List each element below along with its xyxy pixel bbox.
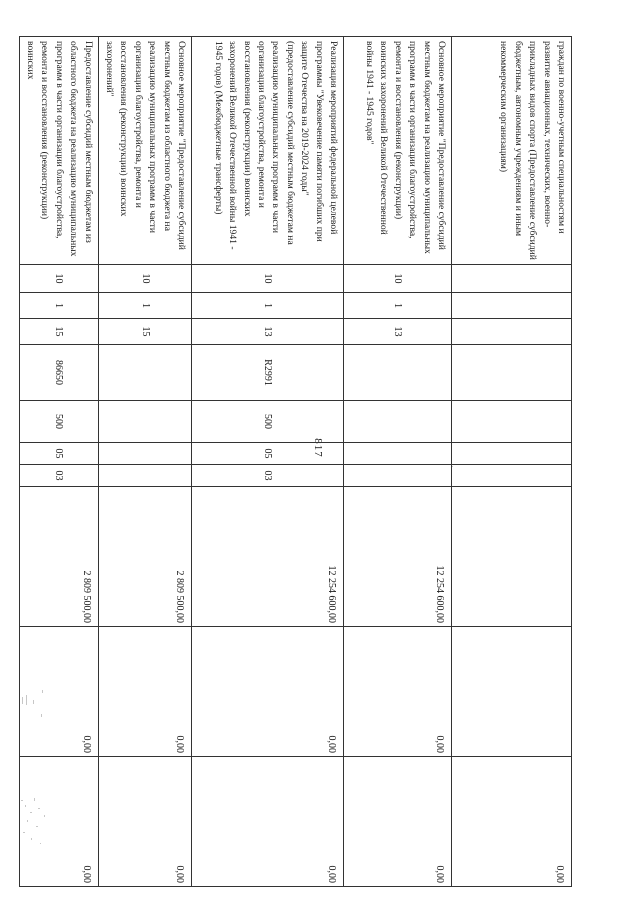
expense-type-code: 500 <box>192 401 344 443</box>
subsection-code <box>344 465 452 487</box>
amount-year-3: 0,00 <box>192 757 344 887</box>
table-row <box>98 37 191 887</box>
page-number: 817 <box>311 438 324 458</box>
amount-year-2: 0,00 <box>192 627 344 757</box>
expense-type-code: 500 <box>19 401 98 443</box>
subprogram-code: 1 <box>19 293 98 319</box>
program-code <box>452 265 572 293</box>
amount-year-1: 2 809 500,00 <box>98 487 191 627</box>
direction-code: R2991 <box>192 345 344 401</box>
amount-year-1: 12 254 600,00 <box>344 487 452 627</box>
program-code: 10 <box>98 265 191 293</box>
event-code <box>452 319 572 345</box>
budget-table-area <box>25 36 572 886</box>
program-code: 10 <box>192 265 344 293</box>
amount-year-3: 0,00 <box>19 757 98 887</box>
amount-year-1 <box>452 487 572 627</box>
section-code <box>452 443 572 465</box>
program-code: 10 <box>19 265 98 293</box>
event-code: 15 <box>98 319 191 345</box>
subsection-code: 03 <box>192 465 344 487</box>
subprogram-code: 1 <box>344 293 452 319</box>
table-row <box>192 37 344 887</box>
section-code <box>98 443 191 465</box>
subprogram-code: 1 <box>98 293 191 319</box>
subprogram-code <box>452 293 572 319</box>
amount-year-3: 0,00 <box>344 757 452 887</box>
section-code: 05 <box>192 443 344 465</box>
amount-year-3: 0,00 <box>98 757 191 887</box>
direction-code <box>452 345 572 401</box>
program-code: 10 <box>344 265 452 293</box>
expense-type-code <box>344 401 452 443</box>
event-code: 15 <box>19 319 98 345</box>
subprogram-code: 1 <box>192 293 344 319</box>
section-code: 05 <box>19 443 98 465</box>
event-code: 13 <box>192 319 344 345</box>
amount-year-1: 12 254 600,00 <box>192 487 344 627</box>
expense-type-code <box>98 401 191 443</box>
subsection-code: 03 <box>19 465 98 487</box>
direction-code <box>344 345 452 401</box>
subsection-code <box>98 465 191 487</box>
direction-code <box>98 345 191 401</box>
row-name: Основное мероприятие "Предоставление субсидий местным бюджетам на реализацию муниципальных программ в части организации благоустройства, ремонта и восстановления (реконструкции) воинских захоронений Великой Отечественной войны 1941 - 1945 годов" <box>344 37 452 265</box>
row-name: Основное мероприятие "Предоставление субсидий местным бюджетам из областного бюджета на реализацию муниципальных программ в части организации благоустройства, ремонта и восстановления (реконструкции) воинских захоронений" <box>98 37 191 265</box>
subsection-code <box>452 465 572 487</box>
row-name: граждан по военно-учетным специальностям и развитие авиационных, технических, военно-прикладных видов спорта (Предоставление субсидий бюджетным, автономным учреждениям и иным некоммерческим организациям) <box>452 37 572 265</box>
row-name: Предоставление субсидий местным бюджетам из областного бюджета на реализацию муниципальных программ в части организации благоустройства, ремонта и восстановления (реконструкции) воинских <box>19 37 98 265</box>
budget-table <box>19 36 572 887</box>
expense-type-code <box>452 401 572 443</box>
amount-year-2: 0,00 <box>98 627 191 757</box>
event-code: 13 <box>344 319 452 345</box>
direction-code: 86650 <box>19 345 98 401</box>
amount-year-2: 0,00 <box>19 627 98 757</box>
amount-year-2: 0,00 <box>344 627 452 757</box>
table-row <box>452 37 572 887</box>
row-name: Реализация мероприятий федеральной целевой программы "Увековечение памяти погибших при защите Отечества на 2019-2024 годы" (предоставление субсидий местным бюджетам на реализацию муниципальных программ в части организации благоустройства, ремонта и восстановления (реконструкции) воинских захоронений Великой Отечественной войны 1941 - 1945 годов) (Межбюджетные трансферты) <box>192 37 344 265</box>
table-row <box>19 37 98 887</box>
table-row <box>344 37 452 887</box>
amount-year-3: 0,00 <box>452 757 572 887</box>
section-code <box>344 443 452 465</box>
amount-year-1: 2 809 500,00 <box>19 487 98 627</box>
amount-year-2 <box>452 627 572 757</box>
